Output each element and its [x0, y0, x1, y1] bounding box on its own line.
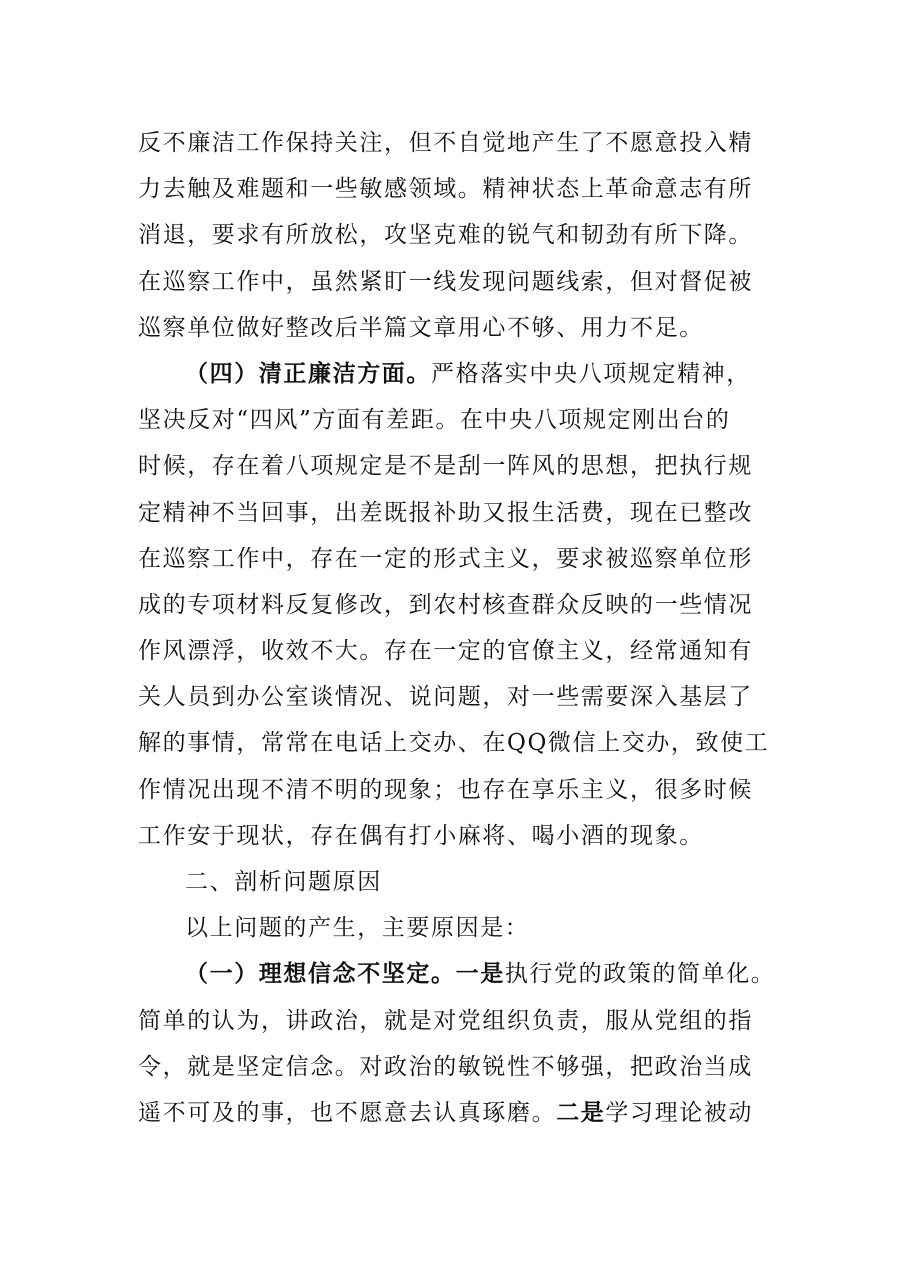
text-segment: 力去触及难题和一些敏感领域。精神状态上革命意志有所	[138, 176, 753, 203]
text-line	[138, 859, 778, 905]
text-segment: 执行党的政策的简单化。	[504, 961, 776, 988]
document-body	[138, 120, 778, 1136]
text-segment: 遥不可及的事，也不愿意去认真琢磨。	[138, 1099, 557, 1126]
text-line	[138, 305, 778, 351]
text-segment: 令，就是坚定信念。对政治的敏锐性不够强，把政治当成	[138, 1053, 753, 1080]
text-segment: 在巡察工作中，存在一定的形式主义，要求被巡察单位形	[138, 545, 753, 572]
text-line	[138, 351, 778, 397]
text-line	[138, 998, 778, 1044]
text-segment: 严格落实中央八项规定精神，	[431, 360, 751, 387]
text-segment: 消退，要求有所放松，攻坚克难的锐气和韧劲有所下降。	[138, 222, 753, 249]
text-line	[138, 905, 778, 951]
text-line	[138, 443, 778, 489]
text-line	[138, 813, 778, 859]
text-line	[138, 259, 778, 305]
text-line	[138, 536, 778, 582]
text-segment: 在巡察工作中，虽然紧盯一线发现问题线索，但对督促被	[138, 268, 753, 295]
text-segment: 以上问题的产生，主要原因是：	[185, 915, 530, 942]
text-segment: 成的专项材料反复修改，到农村核查群众反映的一些情况	[138, 591, 753, 618]
text-line	[138, 582, 778, 628]
text-segment: 坚决反对“四风”方面有差距。在中央八项规定刚出台的	[138, 407, 731, 434]
text-segment: 定精神不当回事，出差既报补助又报生活费，现在已整改	[138, 499, 753, 526]
text-segment: 作风漂浮，收效不大。存在一定的官僚主义，经常通知有	[138, 638, 753, 665]
text-line	[138, 212, 778, 258]
bold-text-segment: 一是	[455, 960, 505, 988]
text-segment: 二、剖析问题原因	[185, 869, 382, 895]
text-segment: 时候，存在着八项规定是不是刮一阵风的思想，把执行规	[138, 453, 753, 480]
text-segment: 学习理论被动	[605, 1099, 754, 1126]
bold-text-segment: 二是	[556, 1098, 606, 1126]
text-segment: 作情况出现不清不明的现象；也存在享乐主义，很多时候	[138, 776, 753, 803]
text-segment: 解的事情，常常在电话上交办、在QQ微信上交办，致使工	[138, 730, 770, 757]
text-line	[138, 1090, 778, 1136]
text-line	[138, 767, 778, 813]
text-line	[138, 490, 778, 536]
text-segment: 反不廉洁工作保持关注，但不自觉地产生了不愿意投入精	[138, 130, 753, 156]
text-segment: 关人员到办公室谈情况、说问题，对一些需要深入基层了	[138, 684, 753, 711]
text-segment: 简单的认为，讲政治，就是对党组织负责，服从党组的指	[138, 1007, 753, 1034]
bold-text-segment: （四）清正廉洁方面。	[185, 359, 431, 387]
text-line	[138, 951, 778, 997]
text-line	[138, 674, 778, 720]
text-line	[138, 628, 778, 674]
text-line	[138, 720, 778, 766]
bold-text-segment: （一）理想信念不坚定。	[185, 960, 456, 988]
text-line	[138, 1044, 778, 1090]
text-line	[138, 397, 778, 443]
text-segment: 巡察单位做好整改后半篇文章用心不够、用力不足。	[138, 314, 704, 341]
text-line	[138, 166, 778, 212]
text-line	[138, 120, 778, 166]
text-segment: 工作安于现状，存在偶有打小麻将、喝小酒的现象。	[138, 822, 704, 849]
